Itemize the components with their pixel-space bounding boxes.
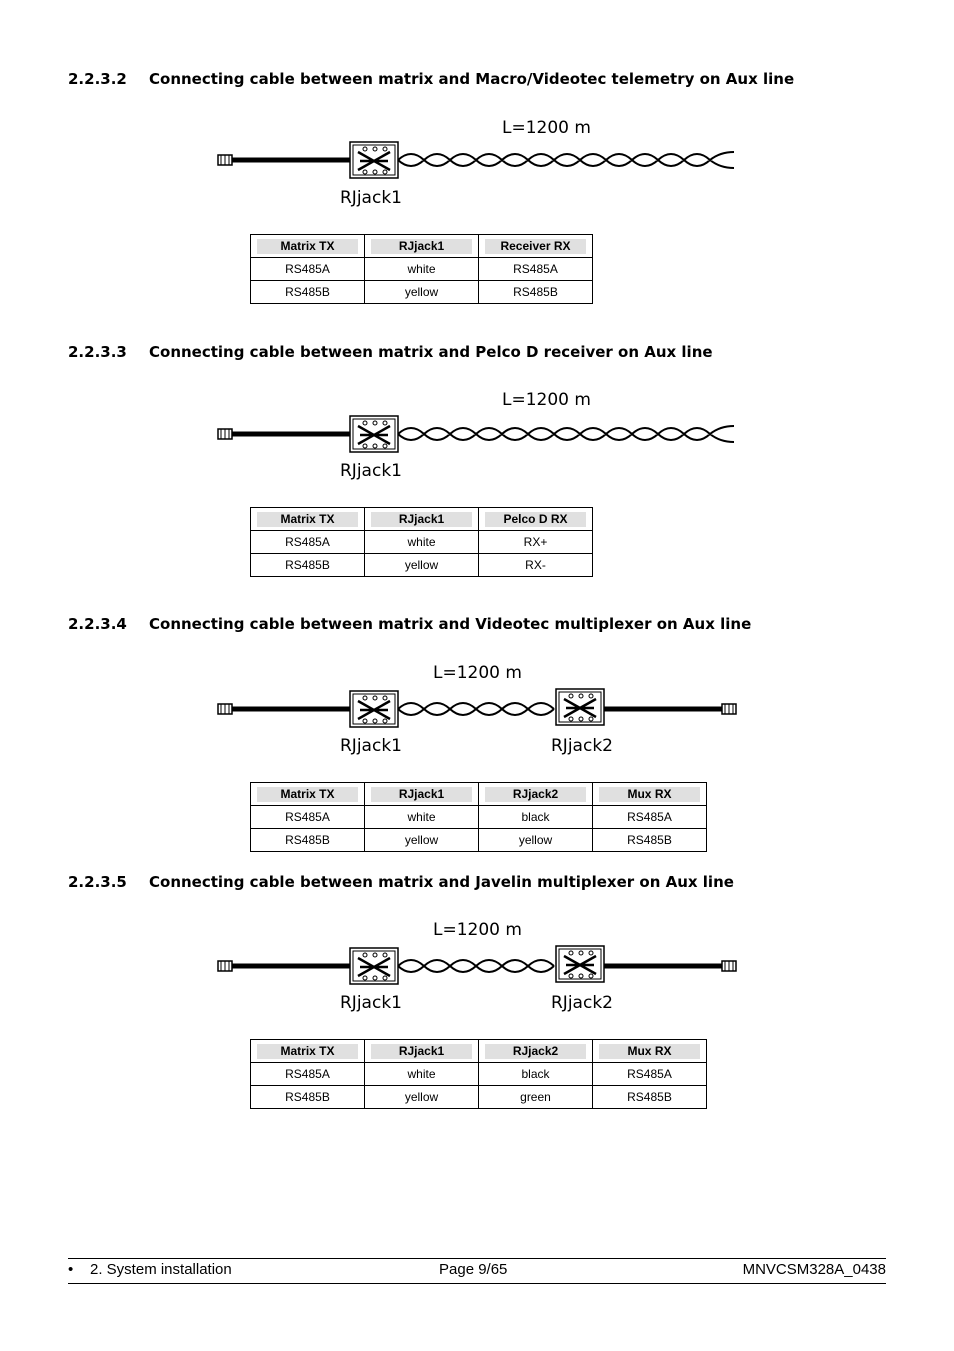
table-cell: RX- — [479, 554, 593, 577]
section-heading — [68, 873, 734, 891]
plug-connector-left — [218, 961, 232, 971]
cable-length-label: L=1200 m — [433, 920, 522, 940]
cable-diagram — [210, 917, 750, 1017]
table-header: RJjack2 — [479, 783, 593, 806]
table-cell: RS485B — [479, 281, 593, 304]
table-row — [251, 1063, 707, 1086]
connection-table — [250, 1039, 707, 1109]
rj-junction-box-2 — [556, 946, 604, 982]
plug-connector-right — [722, 961, 736, 971]
table-header: Pelco D RX — [479, 508, 593, 531]
table-row — [251, 1086, 707, 1109]
table-cell: yellow — [365, 281, 479, 304]
section-title: Connecting cable between matrix and Javelin multiplexer on Aux line — [149, 873, 734, 891]
rj-junction-box-1 — [350, 691, 398, 727]
table-cell: black — [479, 1063, 593, 1086]
table-cell: RS485B — [593, 829, 707, 852]
section-number: 2.2.3.5 — [68, 873, 127, 891]
table-header: Matrix TX — [251, 1040, 365, 1063]
table-cell: yellow — [365, 554, 479, 577]
table-cell: RS485A — [251, 531, 365, 554]
twisted-pair-cable — [398, 960, 554, 972]
table-cell: RS485B — [251, 829, 365, 852]
table-row — [251, 554, 593, 577]
table-header: Matrix TX — [251, 508, 365, 531]
table-cell: yellow — [365, 1086, 479, 1109]
table-cell: white — [365, 1063, 479, 1086]
twisted-pair-cable — [398, 703, 554, 715]
table-header: RJjack1 — [365, 783, 479, 806]
cable-length-label: L=1200 m — [433, 663, 522, 683]
section-number: 2.2.3.4 — [68, 615, 127, 633]
table-row — [251, 829, 707, 852]
table-header: Matrix TX — [251, 235, 365, 258]
table-header: Mux RX — [593, 1040, 707, 1063]
table-row — [251, 258, 593, 281]
table-cell: RS485A — [251, 258, 365, 281]
table-cell: yellow — [479, 829, 593, 852]
table-cell: green — [479, 1086, 593, 1109]
rj-junction-box-1 — [350, 416, 398, 452]
section-heading — [68, 343, 713, 361]
section-heading — [68, 615, 751, 633]
table-header-row — [251, 508, 593, 531]
rjjack1-label: RJjack1 — [340, 461, 402, 481]
twisted-pair-cable — [398, 426, 734, 442]
table-cell: RS485A — [593, 806, 707, 829]
table-header: RJjack1 — [365, 1040, 479, 1063]
footer-chapter: 2. System installation — [90, 1261, 232, 1278]
section-number: 2.2.3.3 — [68, 343, 127, 361]
table-header: Receiver RX — [479, 235, 593, 258]
section-title: Connecting cable between matrix and Videotec multiplexer on Aux line — [149, 615, 752, 633]
table-cell: RS485A — [251, 806, 365, 829]
rj-junction-box-1 — [350, 142, 398, 178]
section-title: Connecting cable between matrix and Pelco D receiver on Aux line — [149, 343, 713, 361]
connection-table — [250, 507, 593, 577]
table-cell: white — [365, 531, 479, 554]
plug-connector-left — [218, 704, 232, 714]
section-number: 2.2.3.2 — [68, 70, 127, 88]
table-cell: yellow — [365, 829, 479, 852]
table-row — [251, 806, 707, 829]
connection-table — [250, 234, 593, 304]
table-header-row — [251, 235, 593, 258]
footer-doc-code: MNVCSM328A_0438 — [742, 1261, 886, 1278]
table-header: Mux RX — [593, 783, 707, 806]
table-row — [251, 531, 593, 554]
table-cell: RS485A — [593, 1063, 707, 1086]
table-cell: white — [365, 258, 479, 281]
table-header: RJjack2 — [479, 1040, 593, 1063]
table-cell: RX+ — [479, 531, 593, 554]
cable-length-label: L=1200 m — [502, 118, 591, 138]
rjjack1-label: RJjack1 — [340, 188, 402, 208]
footer-bullet: • — [68, 1261, 74, 1278]
cable-diagram — [210, 112, 750, 212]
table-cell: black — [479, 806, 593, 829]
cable-length-label: L=1200 m — [502, 390, 591, 410]
table-header: Matrix TX — [251, 783, 365, 806]
table-header: RJjack1 — [365, 235, 479, 258]
table-header-row — [251, 1040, 707, 1063]
table-row — [251, 281, 593, 304]
connection-table — [250, 782, 707, 852]
twisted-pair-cable — [398, 152, 734, 168]
rj-junction-box-1 — [350, 948, 398, 984]
rjjack2-label: RJjack2 — [551, 993, 613, 1013]
page-footer — [68, 1258, 886, 1284]
rjjack2-label: RJjack2 — [551, 736, 613, 756]
plug-connector-left — [218, 429, 232, 439]
table-cell: RS485B — [251, 554, 365, 577]
rj-junction-box-2 — [556, 689, 604, 725]
table-header: RJjack1 — [365, 508, 479, 531]
table-cell: RS485A — [251, 1063, 365, 1086]
rjjack1-label: RJjack1 — [340, 993, 402, 1013]
plug-connector-right — [722, 704, 736, 714]
table-cell: RS485B — [593, 1086, 707, 1109]
table-header-row — [251, 783, 707, 806]
table-cell: RS485A — [479, 258, 593, 281]
plug-connector-left — [218, 155, 232, 165]
section-heading — [68, 70, 794, 88]
cable-diagram — [210, 386, 750, 486]
footer-page-number: Page 9/65 — [439, 1261, 508, 1278]
rjjack1-label: RJjack1 — [340, 736, 402, 756]
section-title: Connecting cable between matrix and Macro/Videotec telemetry on Aux line — [149, 70, 795, 88]
table-cell: RS485B — [251, 1086, 365, 1109]
table-cell: RS485B — [251, 281, 365, 304]
cable-diagram — [210, 660, 750, 760]
table-cell: white — [365, 806, 479, 829]
